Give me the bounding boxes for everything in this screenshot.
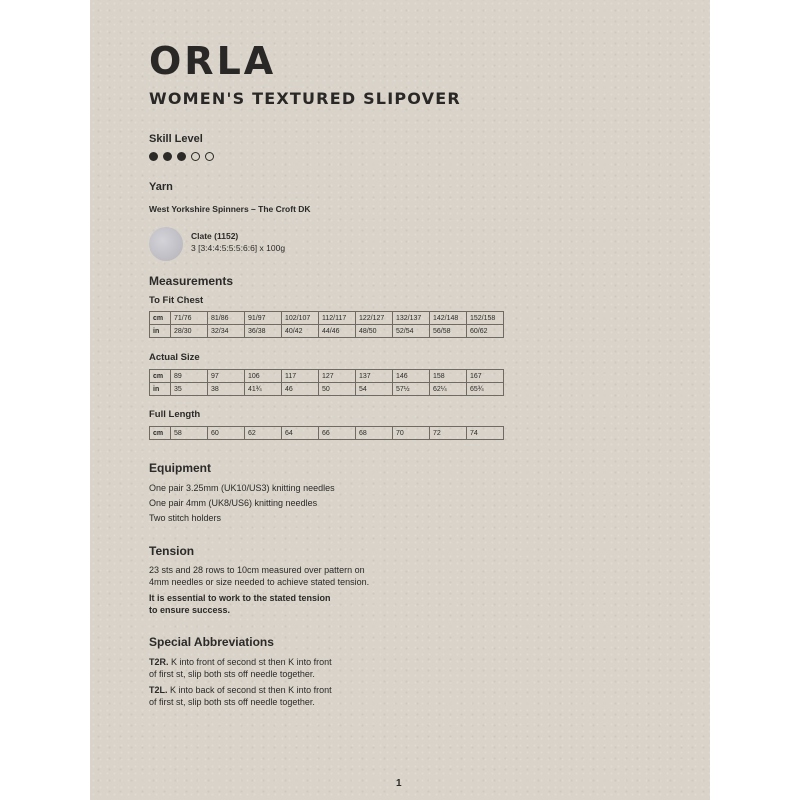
table-cell: 74 xyxy=(467,427,504,440)
table-cell: 132/137 xyxy=(393,312,430,325)
table-cell: 146 xyxy=(393,370,430,383)
table-cell: 38 xyxy=(208,383,245,396)
list-item: Two stitch holders xyxy=(149,513,222,523)
table-cell: 65¾ xyxy=(467,383,504,396)
table-cell: 46 xyxy=(282,383,319,396)
table-cell: 60/62 xyxy=(467,325,504,338)
pattern-subtitle: WOMEN'S TEXTURED SLIPOVER xyxy=(149,89,461,108)
table-cell: 112/117 xyxy=(319,312,356,325)
table-row xyxy=(150,427,504,440)
table-cell: 44/46 xyxy=(319,325,356,338)
tension-note-line: It is essential to work to the stated tension xyxy=(149,593,331,603)
table-cell: 64 xyxy=(282,427,319,440)
abbreviation-item xyxy=(149,684,332,708)
pattern-page xyxy=(90,0,710,800)
abbreviation-term: T2R. xyxy=(149,657,169,667)
table-cell: 117 xyxy=(282,370,319,383)
list-item: One pair 4mm (UK8/US6) knitting needles xyxy=(149,498,318,508)
measurements-heading: Measurements xyxy=(149,274,234,288)
table-row xyxy=(150,325,504,338)
table-row xyxy=(150,370,504,383)
table-cell: 52/54 xyxy=(393,325,430,338)
table-cell: 54 xyxy=(356,383,393,396)
table-cell: 57½ xyxy=(393,383,430,396)
table-cell: 106 xyxy=(245,370,282,383)
table-cell: 158 xyxy=(430,370,467,383)
yarn-shade: Clate (1152) xyxy=(191,231,239,241)
table-cell: 66 xyxy=(319,427,356,440)
table-cell: 81/86 xyxy=(208,312,245,325)
table-cell: 48/50 xyxy=(356,325,393,338)
pattern-title: ORLA xyxy=(149,39,277,83)
table-cell: 89 xyxy=(171,370,208,383)
table-cell: 127 xyxy=(319,370,356,383)
skill-level-heading: Skill Level xyxy=(149,133,203,145)
table-row xyxy=(150,312,504,325)
skill-dot-empty xyxy=(205,152,214,161)
tension-note-line: to ensure success. xyxy=(149,605,231,615)
skill-dot-filled xyxy=(149,152,158,161)
table-cell: 62¼ xyxy=(430,383,467,396)
table-cell: 58 xyxy=(171,427,208,440)
equipment-heading: Equipment xyxy=(149,461,211,475)
abbreviation-term: T2L. xyxy=(149,685,168,695)
table-cell: 122/127 xyxy=(356,312,393,325)
unit-cell: in xyxy=(150,383,171,396)
yarn-quantity: 3 [3:4:4:5:5:5:6:6] x 100g xyxy=(191,243,286,253)
table-cell: 152/158 xyxy=(467,312,504,325)
table-cell: 60 xyxy=(208,427,245,440)
unit-cell: cm xyxy=(150,312,171,325)
abbreviation-def: of first st, slip both sts off needle together. xyxy=(149,697,315,707)
abbreviation-def: K into front of second st then K into front xyxy=(168,657,332,667)
tension-line: 23 sts and 28 rows to 10cm measured over pattern on xyxy=(149,565,365,575)
skill-dot-filled xyxy=(163,152,172,161)
abbreviations-heading: Special Abbreviations xyxy=(149,635,274,649)
actual-size-label: Actual Size xyxy=(149,352,200,363)
to-fit-chest-table xyxy=(149,311,504,338)
full-length-table xyxy=(149,426,504,440)
table-cell: 102/107 xyxy=(282,312,319,325)
yarn-name: West Yorkshire Spinners – The Croft DK xyxy=(149,204,311,214)
unit-cell: cm xyxy=(150,370,171,383)
table-cell: 71/76 xyxy=(171,312,208,325)
unit-cell: in xyxy=(150,325,171,338)
yarn-swatch xyxy=(149,227,183,261)
table-row xyxy=(150,383,504,396)
table-cell: 40/42 xyxy=(282,325,319,338)
table-cell: 68 xyxy=(356,427,393,440)
tension-heading: Tension xyxy=(149,544,195,558)
table-cell: 41¾ xyxy=(245,383,282,396)
equipment-list xyxy=(149,481,335,526)
skill-dot-filled xyxy=(177,152,186,161)
full-length-label: Full Length xyxy=(149,409,201,420)
tension-text xyxy=(149,564,369,588)
table-cell: 97 xyxy=(208,370,245,383)
table-cell: 50 xyxy=(319,383,356,396)
table-cell: 62 xyxy=(245,427,282,440)
table-cell: 167 xyxy=(467,370,504,383)
unit-cell: cm xyxy=(150,427,171,440)
tension-line: 4mm needles or size needed to achieve stated tension. xyxy=(149,577,370,587)
table-cell: 28/30 xyxy=(171,325,208,338)
table-cell: 35 xyxy=(171,383,208,396)
tension-note xyxy=(149,592,331,616)
table-cell: 36/38 xyxy=(245,325,282,338)
abbreviation-def: of first st, slip both sts off needle together. xyxy=(149,669,315,679)
table-cell: 56/58 xyxy=(430,325,467,338)
page-number: 1 xyxy=(396,778,402,789)
yarn-heading: Yarn xyxy=(149,181,173,193)
skill-level-rating xyxy=(149,152,214,161)
table-cell: 137 xyxy=(356,370,393,383)
table-cell: 32/34 xyxy=(208,325,245,338)
table-cell: 142/148 xyxy=(430,312,467,325)
abbreviation-def: K into back of second st then K into front xyxy=(167,685,332,695)
table-cell: 72 xyxy=(430,427,467,440)
skill-dot-empty xyxy=(191,152,200,161)
list-item: One pair 3.25mm (UK10/US3) knitting needles xyxy=(149,483,335,493)
to-fit-chest-label: To Fit Chest xyxy=(149,295,204,306)
abbreviation-item xyxy=(149,656,332,680)
table-cell: 70 xyxy=(393,427,430,440)
actual-size-table xyxy=(149,369,504,396)
table-cell: 91/97 xyxy=(245,312,282,325)
